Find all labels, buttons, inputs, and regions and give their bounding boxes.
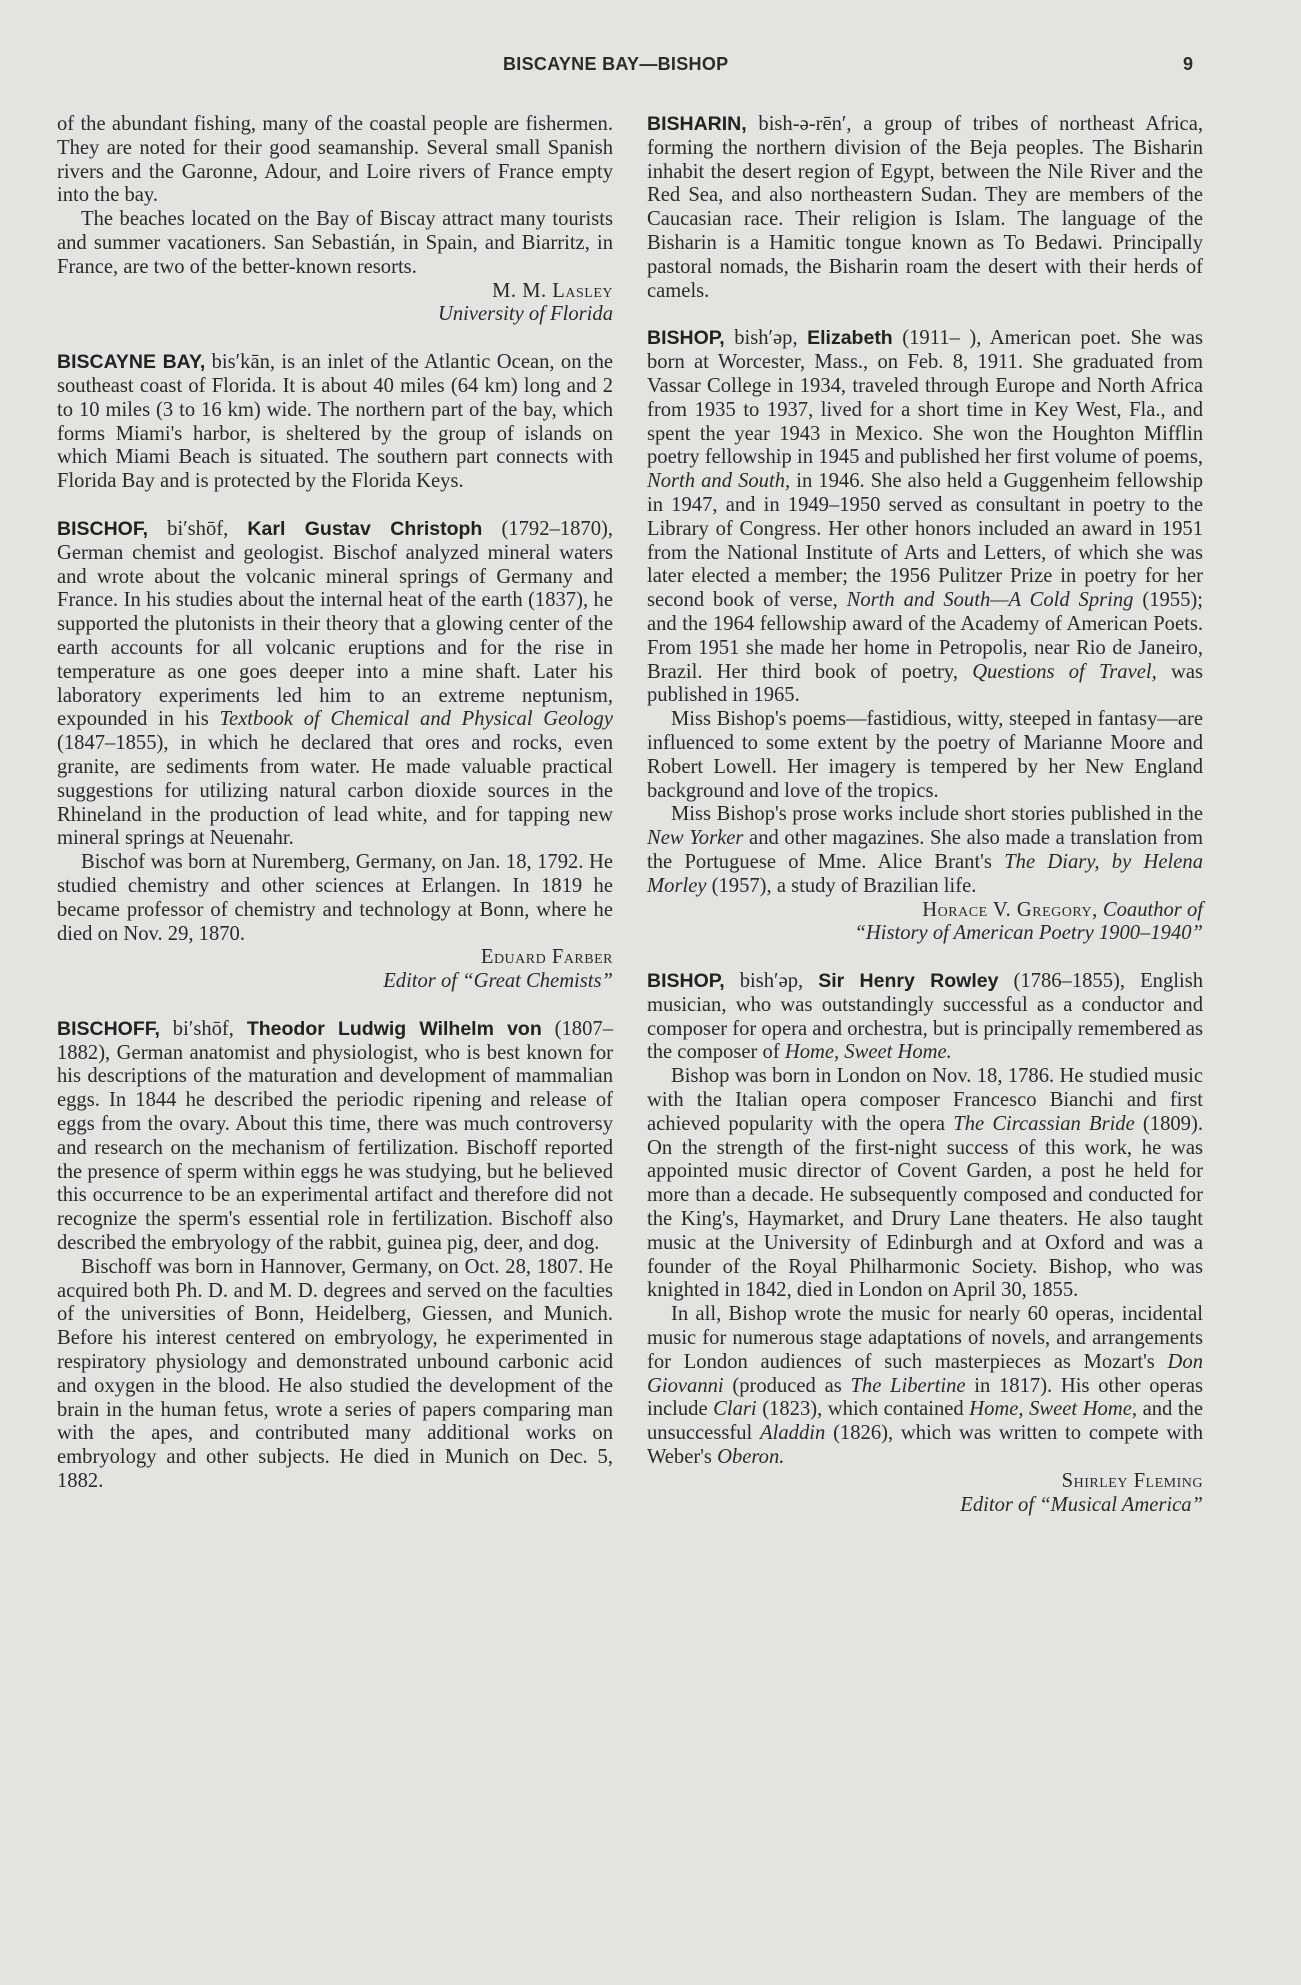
author-signature <box>647 1470 1203 1494</box>
text-run: (1807–1882), German anatomist and physiologist, who is best known for his descriptions of the maturation and development of mammalian eggs. In 1844 he described the periodic ripening and release of eggs from the ovary. About this time, there was much controversy and research on the mechanism of fertilization. Bischoff reported the presence of sperm within eggs he was studying, but he believed this occurrence to be an experimental artifact and therefore did not recognize the sperm's essential role in fertilization. Bischoff also described the embryology of the rabbit, guinea pig, deer, and dog. <box>57 1017 613 1255</box>
author-name: Shirley Fleming <box>1061 1469 1203 1492</box>
text-run: (1823), which contained <box>756 1398 970 1421</box>
italic-text: Textbook of Chemical and Physical Geology <box>219 708 613 731</box>
text-run: (1911– ), American poet. She was born at Worcester, Mass., on Feb. 8, 1911. She graduated from Vassar College in 1934, traveled through Europe and North Africa from 1935 to 1937, lived for a short time in Key West, Fla., and spent the year 1943 in Mexico. She won the Houghton Mifflin poetry fellowship in 1945 and published her first volume of poems, <box>647 327 1203 469</box>
text-run: (1847–1855), in which he declared that ores and rocks, even granite, are sediments from water. He made valuable practical suggestions for utilizing natural carbon dioxide sources in the Rhineland in the production of lead white, and for tapping new mineral springs at Neuenahr. <box>57 732 613 850</box>
author-name: Horace V. Gregory, <box>922 898 1098 921</box>
text-run: Miss Bishop's poems—fastidious, witty, steeped in fantasy—are influenced to some extent by the poetry of Marianne Moore and Robert Lowell. Her imagery is tempered by her New England background and love of the tropics. <box>647 708 1203 802</box>
paragraph <box>647 708 1203 803</box>
entry-headword: Elizabeth <box>807 327 893 350</box>
italic-text: “History of American Poetry 1900–1940” <box>854 922 1203 945</box>
italic-text: Home, Sweet Home, <box>969 1398 1138 1421</box>
text-run: bi′shōf, <box>159 1017 247 1040</box>
entry-headword: Karl Gustav Christoph <box>247 517 483 540</box>
text-run: bis′kān, is an inlet of the Atlantic Ocean, on the southeast coast of Florida. It is about 40 miles (64 km) long and 2 to 10 miles (3 to 16 km) wide. The northern part of the bay, which forms Miami's harbor, is sheltered by the group of islands on which Miami Beach is situated. The southern part connects with Florida Bay and is protected by the Florida Keys. <box>57 351 614 493</box>
text-run: (1957), a study of Brazilian life. <box>706 874 977 897</box>
paragraph <box>57 1256 613 1494</box>
encyclopedia-entry <box>57 351 613 494</box>
running-head-title: BISCAYNE BAY—BISHOP <box>503 54 729 74</box>
author-signature <box>647 922 1203 946</box>
entry-headword: BISHOP, <box>647 970 725 993</box>
text-run: (1826), which was written to compete with Weber's <box>647 1422 1203 1469</box>
italic-text: New Yorker <box>647 827 744 850</box>
text-run: and other magazines. She also made a translation from the Portuguese of Mme. Alice Brant's <box>647 827 1203 873</box>
entry-headword: BISHOP, <box>647 327 725 350</box>
entry-headword: BISCHOF, <box>57 517 149 540</box>
italic-text: University of Florida <box>437 303 613 326</box>
italic-text: Don Giovanni <box>647 1350 1203 1397</box>
text-run: bi′shōf, <box>148 517 248 540</box>
right-column <box>647 113 1203 1517</box>
text-run: (1809). On the strength of the first-night success of this work, he was appointed music director of Covent Garden, a post he held for more than a decade. He subsequently composed and conducted for the King's, Haymarket, and Drury Lane theaters. He also taught music at the University of Edinburgh and at Oxford and was a founder of the Royal Philharmonic Society. Bishop, who was knighted in 1842, died in London on April 30, 1855. <box>647 1112 1203 1302</box>
text-run: of the abundant fishing, many of the coastal people are fishermen. They are noted for their good seamanship. Several small Spanish rivers and the Garonne, Adour, and Loire rivers of France empty into the bay. <box>57 113 613 207</box>
entry-headword: BISCHOFF, <box>57 1017 160 1040</box>
text-run: (produced as <box>723 1374 851 1397</box>
text-run: and the unsuccessful <box>647 1398 1203 1445</box>
text-run: Bischof was born at Nuremberg, Germany, on Jan. 18, 1792. He studied chemistry and other sciences at Erlangen. In 1819 he became professor of chemistry and technology at Bonn, where he died on Nov. 29, 1870. <box>57 851 613 945</box>
author-signature <box>57 970 613 994</box>
encyclopedia-entry <box>647 327 1203 708</box>
author-signature <box>647 1494 1203 1518</box>
italic-text: North and South, <box>647 470 791 493</box>
italic-text: The Libertine <box>850 1374 966 1397</box>
italic-text: Clari <box>713 1398 757 1421</box>
entry-headword: BISHARIN, <box>647 113 747 135</box>
paragraph <box>57 113 613 208</box>
paragraph <box>647 803 1203 898</box>
page-number: 9 <box>1183 54 1194 74</box>
encyclopedia-entry <box>647 113 1203 303</box>
entry-headword: Theodor Ludwig Wilhelm von <box>246 1017 542 1040</box>
italic-text: Editor of “Great Chemists” <box>383 970 613 993</box>
italic-text: Oberon. <box>717 1446 785 1469</box>
text-run: was published in 1965. <box>647 660 1203 707</box>
encyclopedia-entry <box>57 1018 613 1256</box>
text-run: Bishop was born in London on Nov. 18, 1786. He studied music with the Italian opera composer Francesco Bianchi and first achieved popularity with the opera <box>647 1065 1203 1135</box>
text-run: Miss Bishop's prose works include short stories published in the <box>671 803 1203 826</box>
text-run: bish′əp, <box>724 970 819 993</box>
paragraph <box>57 208 613 279</box>
running-header <box>0 54 1301 84</box>
author-signature <box>57 280 613 304</box>
text-run: (1955); and the 1964 fellowship award of the Academy of American Poets. From 1951 she made her home in Petropolis, near Rio de Janeiro, Brazil. Her third book of poetry, <box>647 589 1203 683</box>
author-name: M. M. Lasley <box>492 279 613 302</box>
italic-text: Editor of “Musical America” <box>960 1493 1203 1516</box>
italic-text: The Diary, by Helena Morley <box>647 850 1203 897</box>
text-run: The beaches located on the Bay of Biscay attract many tourists and summer vacationers. San Sebastián, in Spain, and Biarritz, in France, are two of the better-known resorts. <box>57 208 613 278</box>
entry-headword: Sir Henry Rowley <box>818 970 999 993</box>
text-run: bish-ə-rēn′, a group of tribes of northeast Africa, forming the northern division of the Beja peoples. The Bisharin inhabit the desert region of Egypt, between the Nile River and the Red Sea, and also northeastern Sudan. They are members of the Caucasian race. Their religion is Islam. The language of the Bisharin is a Hamitic tongue known as To Bedawi. Principally pastoral nomads, the Bisharin roam the desert with their herds of camels. <box>647 113 1203 302</box>
encyclopedia-entry <box>57 518 613 851</box>
text-run: In all, Bishop wrote the music for nearly 60 operas, incidental music for numerous stage adaptations of novels, and arrangements for London audiences of such masterpieces as Mozart's <box>647 1303 1203 1373</box>
paragraph <box>647 1303 1203 1470</box>
paragraph <box>57 851 613 946</box>
text-run: (1786–1855), English musician, who was outstandingly successful as a conductor and composer for opera and orchestra, but is principally remembered as the composer of <box>647 970 1204 1064</box>
text-run: Bischoff was born in Hannover, Germany, on Oct. 28, 1807. He acquired both Ph. D. and M. D. degrees and served on the faculties of the universities of Bonn, Heidelberg, Giessen, and Munich. Before his interest centered on embryology, he experimented in respiratory physiology and demonstrated unbound carbonic acid and oxygen in the blood. He also studied the development of the brain in the human fetus, wrote a series of papers comparing man with the apes, and contributed many additional works on embryology and other subjects. He died in Munich on Dec. 5, 1882. <box>57 1255 613 1493</box>
italic-text: The Circassian Bride <box>953 1112 1135 1135</box>
author-signature <box>57 946 613 970</box>
text-run: (1792–1870), German chemist and geologist. Bischof analyzed mineral waters and wrote about the volcanic mineral springs of Germany and France. In his studies about the internal heat of the earth (1837), he supported the plutonists in their theory that a glowing center of the earth accounts for all volcanic eruptions and for the rise in temperature as one goes deeper into a mine shaft. Later his laboratory experiments led him to an extreme neptunism, expounded in his <box>57 517 614 731</box>
text-run: in 1817). His other operas include <box>647 1374 1204 1421</box>
italic-text: Coauthor of <box>1097 898 1203 921</box>
italic-text: North and South—A Cold Spring <box>846 589 1134 612</box>
italic-text: Questions of Travel, <box>972 660 1157 683</box>
text-run: in 1946. She also held a Guggenheim fellowship in 1947, and in 1949–1950 served as consultant in poetry to the Library of Congress. Her other honors included an award in 1951 from the National Institute of Arts and Letters, of which she was later elected a member; the 1956 Pulitzer Prize in poetry for her second book of verse, <box>647 470 1204 612</box>
italic-text: Aladdin <box>760 1422 826 1445</box>
author-name: Eduard Farber <box>480 946 613 969</box>
entry-headword: BISCAYNE BAY, <box>57 351 206 374</box>
italic-text: Home, Sweet Home. <box>784 1041 952 1064</box>
author-signature <box>647 899 1203 923</box>
left-column <box>57 113 613 1494</box>
encyclopedia-entry <box>647 970 1203 1065</box>
author-signature <box>57 303 613 327</box>
text-run: bish′əp, <box>724 327 808 350</box>
paragraph <box>647 1065 1203 1303</box>
